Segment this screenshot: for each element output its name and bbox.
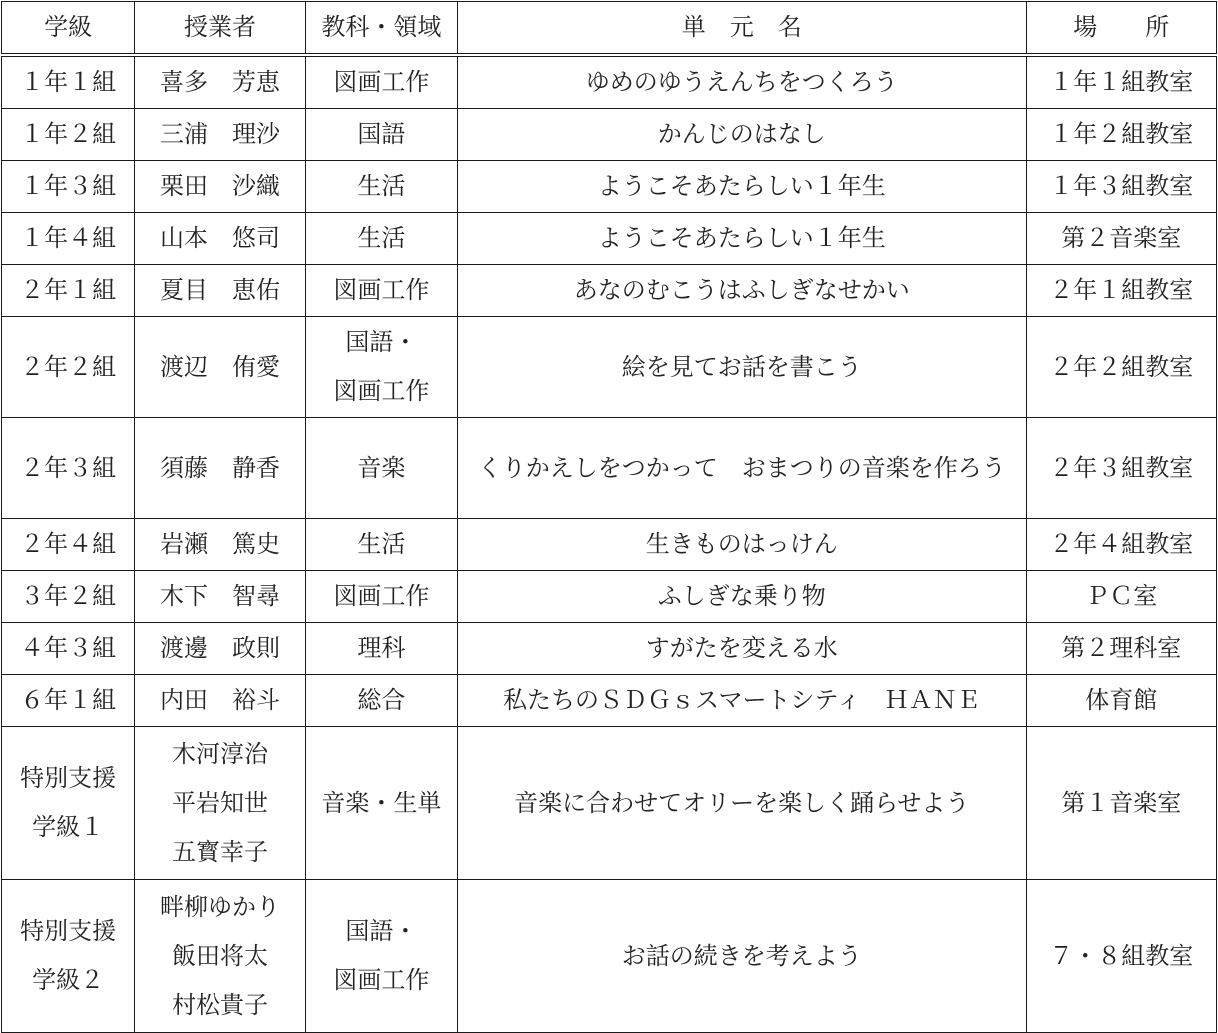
class-cell-line: ２年３組 <box>20 453 117 482</box>
class-cell-line: ６年１組 <box>20 686 117 714</box>
unit-cell: かんじのはなし <box>458 109 1026 161</box>
subject-cell-line: 生活 <box>357 172 406 200</box>
teacher-cell-line: 村松貴子 <box>172 990 269 1019</box>
table-row <box>2 880 1217 1033</box>
place-cell: １年２組教室 <box>1026 109 1217 161</box>
subject-cell-line: 国語 <box>357 120 406 148</box>
subject-cell <box>305 623 457 675</box>
class-cell-line: ３年２組 <box>20 582 117 610</box>
subject-cell <box>305 519 457 571</box>
teacher-cell-line: 飯田将太 <box>172 941 269 970</box>
table-row <box>2 161 1217 213</box>
class-cell-line: １年１組 <box>20 68 117 96</box>
subject-cell-line: 生活 <box>357 224 406 252</box>
unit-cell: 私たちのＳＤＧｓスマートシティ ＨＡＮＥ <box>458 675 1026 727</box>
class-cell <box>2 880 135 1033</box>
teacher-cell-line: 木下 智尋 <box>160 582 281 610</box>
unit-cell: お話の続きを考えよう <box>458 880 1026 1033</box>
teacher-cell-line: 夏目 恵佑 <box>160 276 281 304</box>
header-teacher: 授業者 <box>135 2 305 56</box>
place-cell: 第２音楽室 <box>1026 213 1217 265</box>
subject-cell <box>305 109 457 161</box>
teacher-cell-line: 須藤 静香 <box>160 453 281 482</box>
class-cell-line: ４年３組 <box>20 634 117 662</box>
teacher-cell-line: 喜多 芳恵 <box>160 68 281 96</box>
subject-cell <box>305 161 457 213</box>
unit-cell: あなのむこうはふしぎなせかい <box>458 265 1026 317</box>
subject-cell <box>305 675 457 727</box>
unit-cell: 生きものはっけん <box>458 519 1026 571</box>
teacher-cell <box>135 55 305 109</box>
subject-cell <box>305 571 457 623</box>
teacher-cell <box>135 317 305 418</box>
subject-cell <box>305 317 457 418</box>
class-cell-line: 学級２ <box>32 966 105 994</box>
subject-cell <box>305 213 457 265</box>
header-row <box>2 2 1217 56</box>
subject-cell-line: 音楽 <box>357 453 406 482</box>
place-cell: ２年４組教室 <box>1026 519 1217 571</box>
subject-cell <box>305 55 457 109</box>
lesson-schedule-table <box>1 1 1217 1033</box>
unit-cell: ゆめのゆうえんちをつくろう <box>458 55 1026 109</box>
unit-cell: くりかえしをつかって おまつりの音楽を作ろう <box>458 418 1026 519</box>
class-cell-line: 特別支援 <box>20 764 117 792</box>
unit-cell: 音楽に合わせてオリーを楽しく踊らせよう <box>458 727 1026 880</box>
header-class: 学級 <box>2 2 135 56</box>
unit-cell: すがたを変える水 <box>458 623 1026 675</box>
class-cell <box>2 675 135 727</box>
teacher-cell-line: 栗田 沙織 <box>160 172 281 200</box>
subject-cell-line: 理科 <box>357 634 406 662</box>
unit-cell: ふしぎな乗り物 <box>458 571 1026 623</box>
class-cell <box>2 623 135 675</box>
subject-cell-line: 図画工作 <box>333 68 430 96</box>
class-cell <box>2 161 135 213</box>
class-cell <box>2 571 135 623</box>
teacher-cell <box>135 880 305 1033</box>
table-row <box>2 109 1217 161</box>
place-cell: ７・８組教室 <box>1026 880 1217 1033</box>
table-row <box>2 317 1217 418</box>
subject-cell <box>305 880 457 1033</box>
subject-cell-line: 図画工作 <box>333 582 430 610</box>
class-cell-line: １年２組 <box>20 120 117 148</box>
place-cell: １年１組教室 <box>1026 55 1217 109</box>
table-row <box>2 571 1217 623</box>
teacher-cell <box>135 623 305 675</box>
class-cell <box>2 213 135 265</box>
class-cell-line: 特別支援 <box>20 917 117 945</box>
teacher-cell <box>135 519 305 571</box>
class-cell-line: ２年１組 <box>20 276 117 304</box>
table-row <box>2 265 1217 317</box>
teacher-cell-line: 岩瀬 篤史 <box>160 530 281 558</box>
teacher-cell <box>135 418 305 519</box>
subject-cell-line: 総合 <box>357 686 406 714</box>
header-subject: 教科・領域 <box>305 2 457 56</box>
subject-cell-line: 図画工作 <box>333 377 430 405</box>
subject-cell-line: 生活 <box>357 530 406 558</box>
teacher-cell-line: 五寳幸子 <box>172 837 269 866</box>
teacher-cell <box>135 265 305 317</box>
unit-cell: 絵を見てお話を書こう <box>458 317 1026 418</box>
table-header <box>2 2 1217 56</box>
header-place: 場 所 <box>1026 2 1217 56</box>
unit-cell: ようこそあたらしい１年生 <box>458 161 1026 213</box>
table-row <box>2 55 1217 109</box>
teacher-cell <box>135 161 305 213</box>
teacher-cell <box>135 213 305 265</box>
teacher-cell <box>135 571 305 623</box>
subject-cell-line: 図画工作 <box>333 966 430 994</box>
place-cell: 体育館 <box>1026 675 1217 727</box>
table-row <box>2 418 1217 519</box>
class-cell <box>2 418 135 519</box>
subject-cell <box>305 265 457 317</box>
subject-cell-line: 音楽・生単 <box>321 788 442 817</box>
place-cell: ＰＣ室 <box>1026 571 1217 623</box>
class-cell-line: １年３組 <box>20 172 117 200</box>
table-row <box>2 675 1217 727</box>
place-cell: 第２理科室 <box>1026 623 1217 675</box>
table-body <box>2 55 1217 1033</box>
teacher-cell-line: 三浦 理沙 <box>160 120 281 148</box>
class-cell-line: ２年４組 <box>20 530 117 558</box>
table-row <box>2 727 1217 880</box>
teacher-cell-line: 渡辺 侑愛 <box>160 352 281 381</box>
teacher-cell <box>135 727 305 880</box>
class-cell-line: １年４組 <box>20 224 117 252</box>
teacher-cell-line: 木河淳治 <box>172 739 269 768</box>
class-cell <box>2 109 135 161</box>
class-cell <box>2 55 135 109</box>
class-cell <box>2 727 135 880</box>
teacher-cell-line: 畔柳ゆかり <box>160 892 281 921</box>
subject-cell-line: 国語・ <box>345 328 418 356</box>
class-cell-line: 学級１ <box>32 813 105 841</box>
subject-cell-line: 国語・ <box>345 917 418 945</box>
teacher-cell <box>135 109 305 161</box>
teacher-cell-line: 渡邊 政則 <box>160 634 281 662</box>
place-cell: ２年１組教室 <box>1026 265 1217 317</box>
place-cell: １年３組教室 <box>1026 161 1217 213</box>
table-row <box>2 623 1217 675</box>
place-cell: ２年３組教室 <box>1026 418 1217 519</box>
teacher-cell <box>135 675 305 727</box>
teacher-cell-line: 山本 悠司 <box>160 224 281 252</box>
table-row <box>2 213 1217 265</box>
place-cell: ２年２組教室 <box>1026 317 1217 418</box>
class-cell <box>2 519 135 571</box>
class-cell-line: ２年２組 <box>20 352 117 381</box>
unit-cell: ようこそあたらしい１年生 <box>458 213 1026 265</box>
table-row <box>2 519 1217 571</box>
teacher-cell-line: 平岩知世 <box>172 788 269 817</box>
subject-cell-line: 図画工作 <box>333 276 430 304</box>
place-cell: 第１音楽室 <box>1026 727 1217 880</box>
teacher-cell-line: 内田 裕斗 <box>160 686 281 714</box>
class-cell <box>2 265 135 317</box>
class-cell <box>2 317 135 418</box>
subject-cell <box>305 418 457 519</box>
header-unit: 単 元 名 <box>458 2 1026 56</box>
subject-cell <box>305 727 457 880</box>
